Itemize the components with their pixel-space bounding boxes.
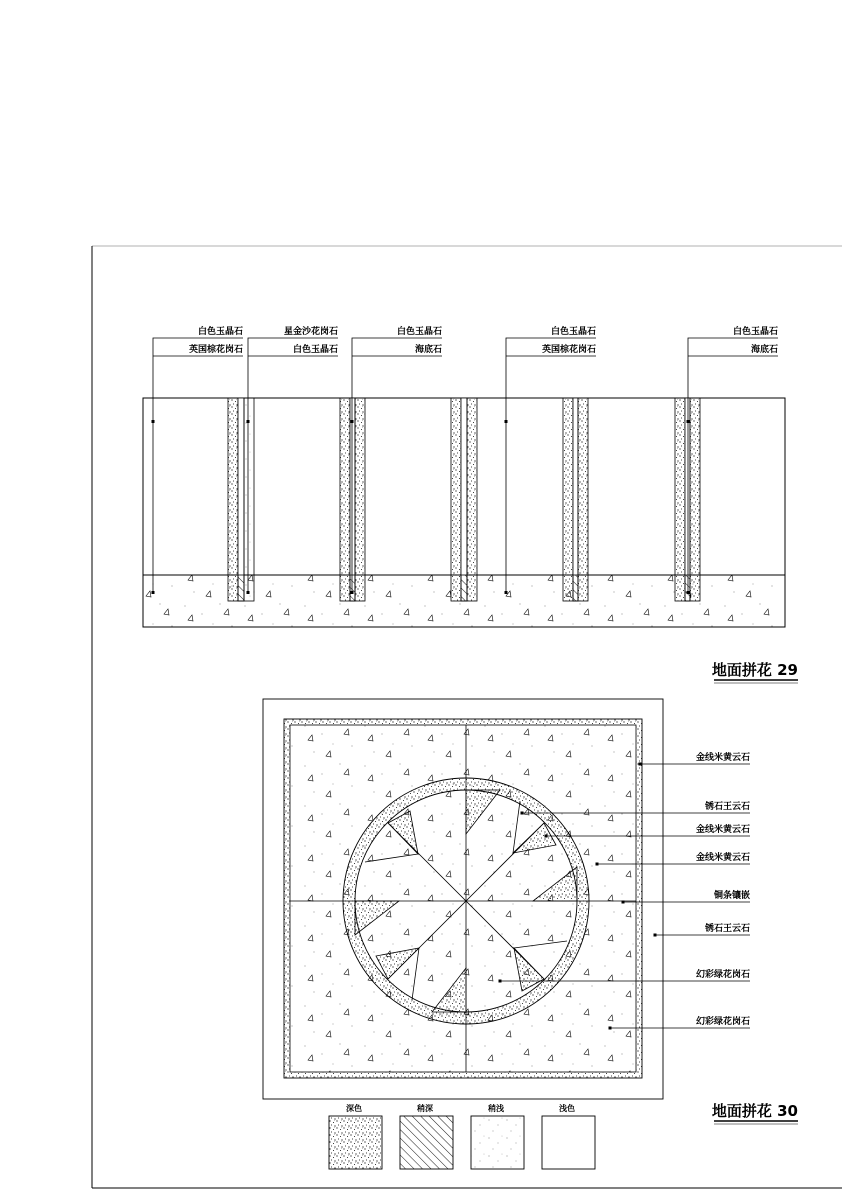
plan-29-title bbox=[712, 661, 798, 683]
material-callout-2: 锈石王云石 bbox=[704, 802, 750, 812]
legend-label-1: 深色 bbox=[346, 1104, 362, 1113]
strip-1 bbox=[228, 398, 254, 601]
plan-29-callouts bbox=[189, 325, 778, 355]
legend-label-3: 稍浅 bbox=[488, 1104, 504, 1113]
legend-label-2: 稍深 bbox=[417, 1104, 433, 1113]
callout-5-top: 白色玉晶石 bbox=[732, 327, 778, 337]
strip-3 bbox=[451, 398, 477, 601]
floor-plan-29 bbox=[143, 325, 798, 683]
strip-2 bbox=[340, 398, 365, 601]
strip-5 bbox=[675, 398, 700, 601]
material-callout-5: 铜条镶嵌 bbox=[713, 891, 750, 901]
callout-3-top: 白色玉晶石 bbox=[396, 327, 442, 337]
legend-swatch-dense-dots bbox=[329, 1116, 382, 1169]
material-callout-6: 锈石王云石 bbox=[704, 924, 750, 934]
floor-plan-30 bbox=[263, 699, 798, 1124]
material-callout-7: 幻彩绿花岗石 bbox=[695, 970, 750, 980]
callout-5-bottom: 海底石 bbox=[750, 345, 778, 355]
plan-29-strips bbox=[228, 398, 700, 601]
strip-4 bbox=[563, 398, 588, 601]
plan-30-title bbox=[712, 1102, 798, 1124]
material-callout-4: 金线米黄云石 bbox=[695, 853, 750, 863]
shade-legend bbox=[329, 1103, 595, 1169]
material-callout-1: 金线米黄云石 bbox=[695, 753, 750, 763]
legend-swatch-hatch bbox=[400, 1116, 453, 1169]
legend-label-4: 浅色 bbox=[559, 1104, 575, 1113]
legend-swatch-sparse-dots bbox=[471, 1116, 524, 1169]
material-callout-8: 幻彩绿花岗石 bbox=[695, 1017, 750, 1027]
callout-2-top: 星金沙花岗石 bbox=[283, 327, 338, 337]
callout-1-top: 白色玉晶石 bbox=[197, 327, 243, 337]
material-callout-3: 金线米黄云石 bbox=[695, 825, 750, 835]
plan-30-callouts bbox=[696, 751, 750, 1027]
callout-4-top: 白色玉晶石 bbox=[550, 327, 596, 337]
callout-4-bottom: 英国棕花岗石 bbox=[541, 345, 596, 355]
plan-30-title-text: 地面拼花 30 bbox=[711, 1102, 798, 1120]
plan-29-title-text: 地面拼花 29 bbox=[711, 661, 798, 679]
callout-1-bottom: 英国棕花岗石 bbox=[188, 345, 243, 355]
legend-swatch-blank bbox=[542, 1116, 595, 1169]
callout-2-bottom: 白色玉晶石 bbox=[292, 345, 338, 355]
callout-3-bottom: 海底石 bbox=[414, 345, 442, 355]
